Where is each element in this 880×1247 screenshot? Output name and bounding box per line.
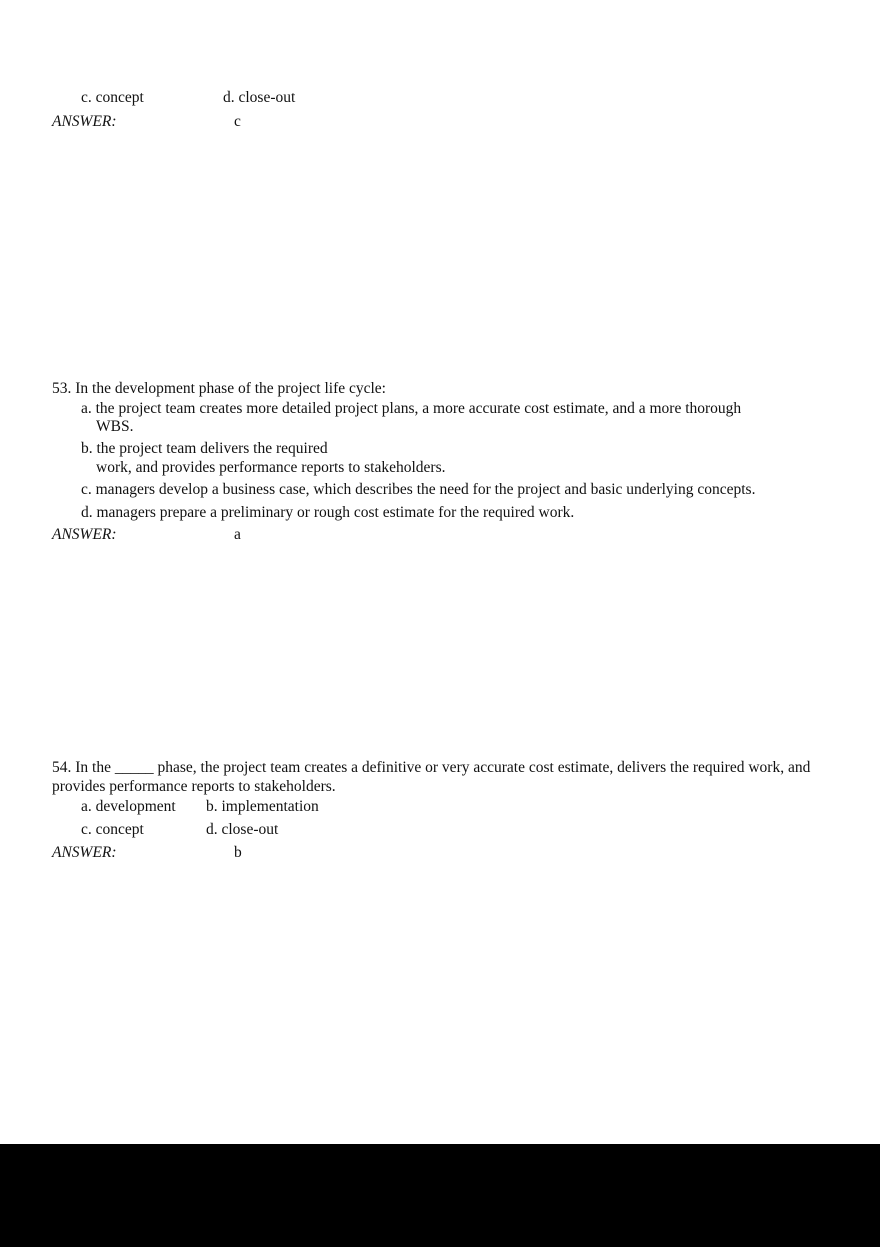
q54-answer-label: ANSWER: xyxy=(52,844,117,861)
q53-option-a: a. the project team creates more detailed project plans, a more accurate cost estimate, and a more thorough xyxy=(81,400,742,417)
prev-answer-label: ANSWER: xyxy=(52,113,117,130)
q53-option-a-cont: WBS. xyxy=(96,418,134,435)
q53-stem: 53. In the development phase of the project life cycle: xyxy=(52,380,386,397)
q53-option-d: d. managers prepare a preliminary or rough cost estimate for the required work. xyxy=(81,504,575,521)
q54-stem-cont: provides performance reports to stakeholders. xyxy=(52,778,336,795)
q54-answer-value: b xyxy=(234,844,242,861)
prev-answer-value: c xyxy=(234,113,241,130)
q53-option-b-cont: work, and provides performance reports to stakeholders. xyxy=(96,459,446,476)
q53-answer-label: ANSWER: xyxy=(52,526,117,543)
q54-stem: 54. In the _____ phase, the project team creates a definitive or very accurate cost estimate, delivers the required work, and xyxy=(52,759,811,776)
q53-answer-value: a xyxy=(234,526,241,543)
q54-option-c: c. concept xyxy=(81,821,144,838)
q53-option-b: b. the project team delivers the required xyxy=(81,440,328,457)
q54-option-d: d. close-out xyxy=(206,821,279,838)
prev-option-d: d. close-out xyxy=(223,89,296,106)
q54-option-b: b. implementation xyxy=(206,798,319,815)
bottom-black-bar xyxy=(0,1144,880,1247)
prev-option-c: c. concept xyxy=(81,89,144,106)
q53-option-c: c. managers develop a business case, which describes the need for the project and basic underlying concepts. xyxy=(81,481,756,498)
q54-option-a: a. development xyxy=(81,798,176,815)
